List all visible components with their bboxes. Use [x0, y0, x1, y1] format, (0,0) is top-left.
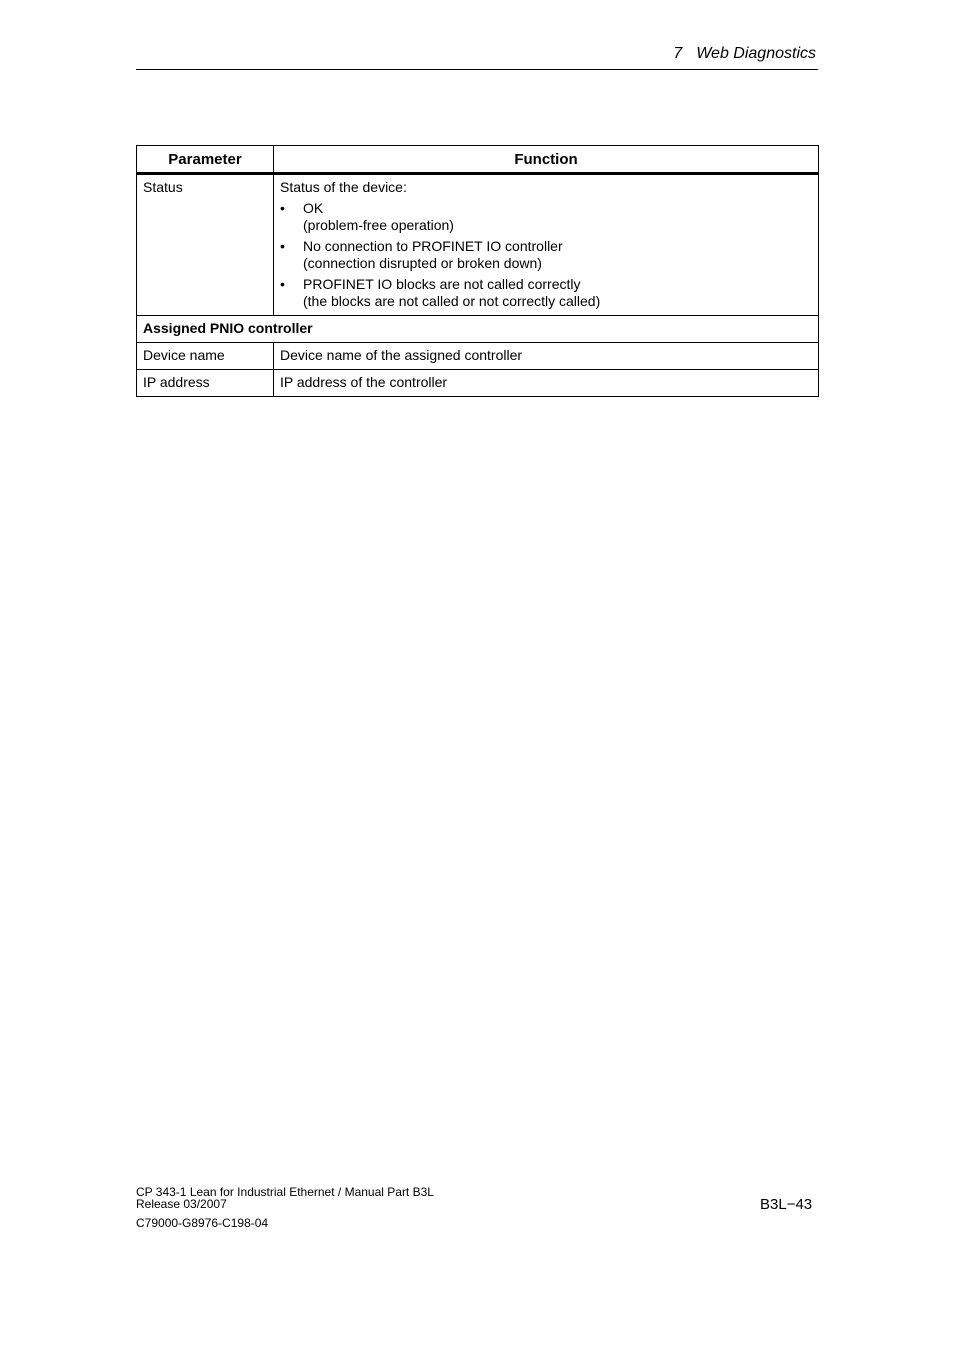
parameter-table	[136, 145, 819, 397]
table-section-row	[137, 316, 819, 343]
bullet-icon: •	[280, 238, 285, 254]
table-row	[137, 370, 819, 397]
status-list	[280, 200, 812, 310]
column-header-function: Function	[274, 146, 819, 174]
bullet-icon: •	[280, 276, 285, 292]
list-item: • OK (problem-free operation)	[280, 200, 454, 233]
bullet-icon: •	[280, 200, 285, 216]
table-cell-function	[274, 174, 819, 316]
status-intro: Status of the device:	[280, 179, 407, 195]
page-number: B3L−43	[760, 1196, 813, 1213]
function-text: Device name of the assigned controller	[280, 347, 523, 363]
list-item: • No connection to PROFINET IO controller (connection disrupted or broken down)	[280, 238, 563, 271]
chapter-title: Web Diagnostics	[696, 45, 816, 62]
table-header-row	[137, 146, 819, 174]
running-header	[136, 45, 816, 63]
header-rule	[136, 69, 818, 70]
function-text: IP address of the controller	[280, 374, 448, 390]
footer-manual-title: CP 343-1 Lean for Industrial Ethernet / Manual Part B3L	[136, 1185, 434, 1199]
parameter-label: Status	[143, 179, 183, 195]
chapter-number: 7	[673, 45, 683, 62]
table-row-status	[137, 174, 819, 316]
parameter-label: Device name	[143, 347, 225, 363]
footer-order-number: C79000-G8976-C198-04	[136, 1216, 269, 1230]
parameter-label: IP address	[143, 374, 210, 390]
table-row	[137, 343, 819, 370]
table-cell-parameter	[137, 174, 274, 316]
list-item: • PROFINET IO blocks are not called correctly (the blocks are not called or not correctly called)	[280, 276, 601, 309]
section-title: Assigned PNIO controller	[137, 316, 819, 343]
footer-release: Release 03/2007	[136, 1197, 227, 1211]
page-footer	[136, 1186, 434, 1229]
column-header-parameter: Parameter	[137, 146, 274, 174]
